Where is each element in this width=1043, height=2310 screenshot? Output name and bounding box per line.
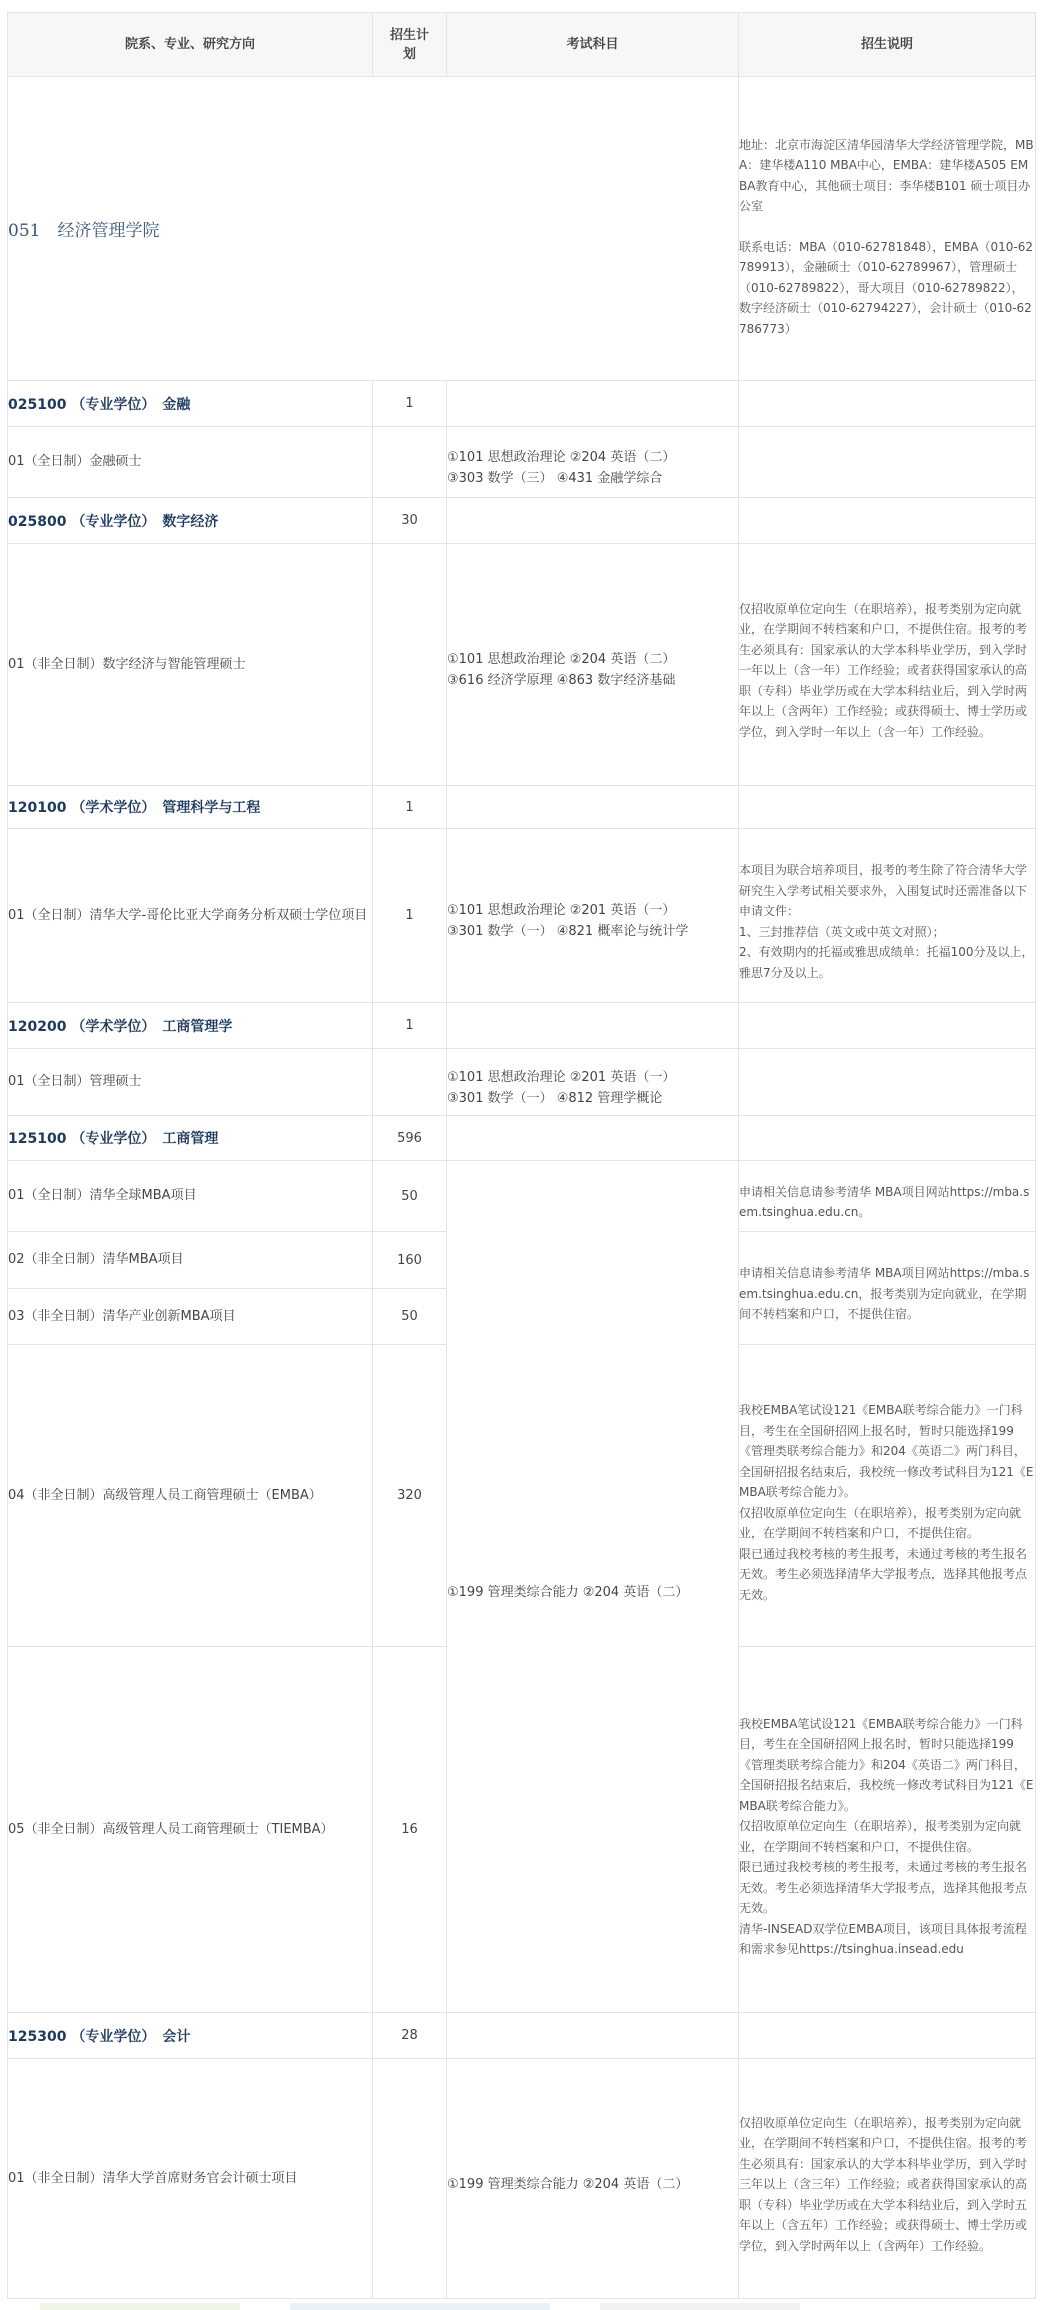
major-row: [8, 786, 1036, 829]
direction-note-line2: 仅招收原单位定向生（在职培养），报考类别为定向就业，在学期间不转档案和户口，不提供住宿。: [739, 1819, 1022, 1854]
exam-subjects: [447, 427, 739, 498]
direction-note: [739, 1345, 1036, 1647]
major-code: 125300: [8, 2028, 67, 2045]
college-row: [8, 77, 1036, 381]
direction-note-line1: 本项目为联合培养项目，报考的考生除了符合清华大学研究生入学考试相关要求外，入围复试时还需准备以下申请文件：: [739, 863, 1028, 918]
direction-name: 01（全日制）金融硕士: [8, 427, 373, 498]
exam-subjects-line2: ③301 数学（一） ④812 管理学概论: [447, 1091, 663, 1106]
exam-subjects: ①199 管理类综合能力 ②204 英语（二）: [447, 1161, 739, 2013]
bottom-scroll-strip: [0, 2299, 1043, 2310]
direction-note-line1: 我校EMBA笔试设121《EMBA联考综合能力》一门科目，考生在全国研招网上报名时，暂时只能选择199《管理类联考综合能力》和204《英语二》两门科目，全国研招报名结束后，我校统一修改考试科目为121《EMBA联考综合能力》。: [739, 1403, 1034, 1499]
direction-note-line3: 限已通过我校考核的考生报考，未通过考核的考生报名无效。考生必须选择清华大学报考点，选择其他报考点无效。: [739, 1860, 1028, 1915]
table-header-row: [8, 13, 1036, 77]
exam-subjects-line1: ①101 思想政治理论 ②201 英语（一）: [447, 1070, 676, 1085]
major-name: （专业学位） 工商管理: [71, 1131, 219, 1147]
direction-note: 仅招收原单位定向生（在职培养），报考类别为定向就业，在学期间不转档案和户口，不提供住宿。报考的考生必须具有：国家承认的大学本科毕业学历，到入学时一年以上（含一年）工作经验；或者获得国家承认的高职（专科）毕业学历或在大学本科结业后，到入学时两年以上（含两年）工作经验；或获得硕士、博士学历或学位，到入学时一年以上（含一年）工作经验。: [739, 544, 1036, 786]
direction-note: 申请相关信息请参考清华 MBA项目网站https://mba.sem.tsinghua.edu.cn。: [739, 1161, 1036, 1232]
exam-subjects-line2: ③301 数学（一） ④821 概率论与统计学: [447, 923, 689, 939]
direction-name: 01（非全日制）清华大学首席财务官会计硕士项目: [8, 2059, 373, 2299]
direction-name: 01（全日制）管理硕士: [8, 1049, 373, 1116]
direction-row: [8, 2059, 1036, 2299]
major-title: [8, 1003, 373, 1049]
exam-subjects: ①199 管理类综合能力 ②204 英语（二）: [447, 2059, 739, 2299]
direction-row: [8, 427, 1036, 498]
major-plan: 30: [373, 498, 447, 544]
exam-subjects-line1: ①101 思想政治理论 ②204 英语（二）: [447, 651, 676, 667]
direction-plan: 160: [373, 1232, 447, 1289]
direction-name: 01（全日制）清华大学-哥伦比亚大学商务分析双硕士学位项目: [8, 829, 373, 1003]
direction-plan: 1: [373, 829, 447, 1003]
major-plan: 596: [373, 1116, 447, 1161]
major-code: 120100: [8, 800, 67, 816]
major-title: [8, 381, 373, 427]
direction-plan: 50: [373, 1161, 447, 1232]
major-name: （学术学位） 工商管理学: [71, 1018, 233, 1035]
direction-name: 05（非全日制）高级管理人员工商管理硕士（TIEMBA）: [8, 1647, 373, 2013]
exam-subjects: [447, 544, 739, 786]
major-code: 025100: [8, 396, 67, 413]
college-note: [739, 77, 1036, 381]
direction-name: 01（全日制）清华全球MBA项目: [8, 1161, 373, 1232]
direction-row: [8, 544, 1036, 786]
direction-note-line2: 1、三封推荐信（英文或中英文对照）；: [739, 924, 945, 939]
exam-subjects-line1: ①101 思想政治理论 ②201 英语（一）: [447, 902, 676, 918]
direction-note-line4: 清华-INSEAD双学位EMBA项目，该项目具体报考流程和需求参见https://tsinghua.insead.edu: [739, 1921, 1027, 1956]
major-title: [8, 1116, 373, 1161]
direction-name: 04（非全日制）高级管理人员工商管理硕士（EMBA）: [8, 1345, 373, 1647]
major-row: [8, 1003, 1036, 1049]
major-code: 120200: [8, 1018, 67, 1035]
direction-note: [739, 1647, 1036, 2013]
direction-name: 02（非全日制）清华MBA项目: [8, 1232, 373, 1289]
direction-row: [8, 1049, 1036, 1116]
college-phone: 联系电话：MBA（010-62781848），EMBA（010-62789913），金融硕士（010-62789967），管理硕士（010-62789822），哥大项目（010-62789822），数字经济硕士（010-62794227），会计硕士（010-62786773）: [739, 239, 1033, 336]
exam-subjects-line1: ①101 思想政治理论 ②204 英语（二）: [447, 450, 676, 465]
college-name: 051 经济管理学院: [8, 77, 739, 381]
major-code: 125100: [8, 1131, 67, 1147]
exam-subjects-line2: ③303 数学（三） ④431 金融学综合: [447, 471, 663, 486]
major-plan: 1: [373, 1003, 447, 1049]
direction-plan: 50: [373, 1289, 447, 1345]
bottom-strip-segment: [40, 2303, 240, 2310]
major-row: [8, 498, 1036, 544]
admission-table: [7, 12, 1036, 2299]
college-address: 地址：北京市海淀区清华园清华大学经济管理学院，MBA：建华楼A110 MBA中心，EMBA：建华楼A505 EMBA教育中心，其他硕士项目：李华楼B101 硕士项目办公室: [739, 137, 1034, 214]
direction-note-line3: 限已通过我校考核的考生报考，未通过考核的考生报名无效。考生必须选择清华大学报考点，选择其他报考点无效。: [739, 1546, 1028, 1602]
major-title: [8, 498, 373, 544]
major-name: （专业学位） 金融: [71, 396, 191, 413]
header-enrollment-plan-line2: 划: [402, 46, 416, 62]
direction-name: 03（非全日制）清华产业创新MBA项目: [8, 1289, 373, 1345]
exam-subjects: [447, 1049, 739, 1116]
direction-note-line2: 仅招收原单位定向生（在职培养），报考类别为定向就业，在学期间不转档案和户口，不提供住宿。: [739, 1505, 1022, 1540]
direction-note: 仅招收原单位定向生（在职培养），报考类别为定向就业，在学期间不转档案和户口，不提供住宿。报考的考生必须具有：国家承认的大学本科毕业学历，到入学时三年以上（含三年）工作经验；或者获得国家承认的高职（专科）毕业学历或在大学本科结业后，到入学时五年以上（含五年）工作经验；或获得硕士、博士学历或学位，到入学时两年以上（含两年）工作经验。: [739, 2059, 1036, 2299]
header-dept-major-direction: 院系、专业、研究方向: [8, 13, 373, 77]
exam-subjects: [447, 829, 739, 1003]
major-row: [8, 2013, 1036, 2059]
direction-plan: 16: [373, 1647, 447, 2013]
major-plan: 28: [373, 2013, 447, 2059]
direction-note: 申请相关信息请参考清华 MBA项目网站https://mba.sem.tsinghua.edu.cn，报考类别为定向就业，在学期间不转档案和户口，不提供住宿。: [739, 1232, 1036, 1345]
direction-note-line3: 2、有效期内的托福或雅思成绩单：托福100分及以上，雅思7分及以上。: [739, 945, 1034, 980]
major-row: [8, 1116, 1036, 1161]
header-enrollment-plan: [373, 13, 447, 77]
direction-note-line1: 我校EMBA笔试设121《EMBA联考综合能力》一门科目，考生在全国研招网上报名时，暂时只能选择199《管理类联考综合能力》和204《英语二》两门科目，全国研招报名结束后，我校统一修改考试科目为121《EMBA联考综合能力》。: [739, 1716, 1034, 1813]
major-plan: 1: [373, 381, 447, 427]
direction-row: [8, 829, 1036, 1003]
major-plan: 1: [373, 786, 447, 829]
major-title: [8, 2013, 373, 2059]
major-title: [8, 786, 373, 829]
header-admission-notes: 招生说明: [739, 13, 1036, 77]
major-name: （专业学位） 数字经济: [71, 513, 219, 530]
major-row: [8, 381, 1036, 427]
major-code: 025800: [8, 513, 67, 530]
major-name: （专业学位） 会计: [71, 2028, 191, 2045]
exam-subjects-line2: ③616 经济学原理 ④863 数字经济基础: [447, 672, 676, 688]
direction-note: [739, 829, 1036, 1003]
header-enrollment-plan-line1: 招生计: [389, 27, 429, 43]
bottom-strip-segment: [600, 2303, 800, 2310]
header-exam-subjects: 考试科目: [447, 13, 739, 77]
direction-row: [8, 1161, 1036, 1232]
direction-name: 01（非全日制）数字经济与智能管理硕士: [8, 544, 373, 786]
bottom-strip-segment: [290, 2303, 550, 2310]
major-name: （学术学位） 管理科学与工程: [71, 800, 261, 816]
direction-plan: 320: [373, 1345, 447, 1647]
